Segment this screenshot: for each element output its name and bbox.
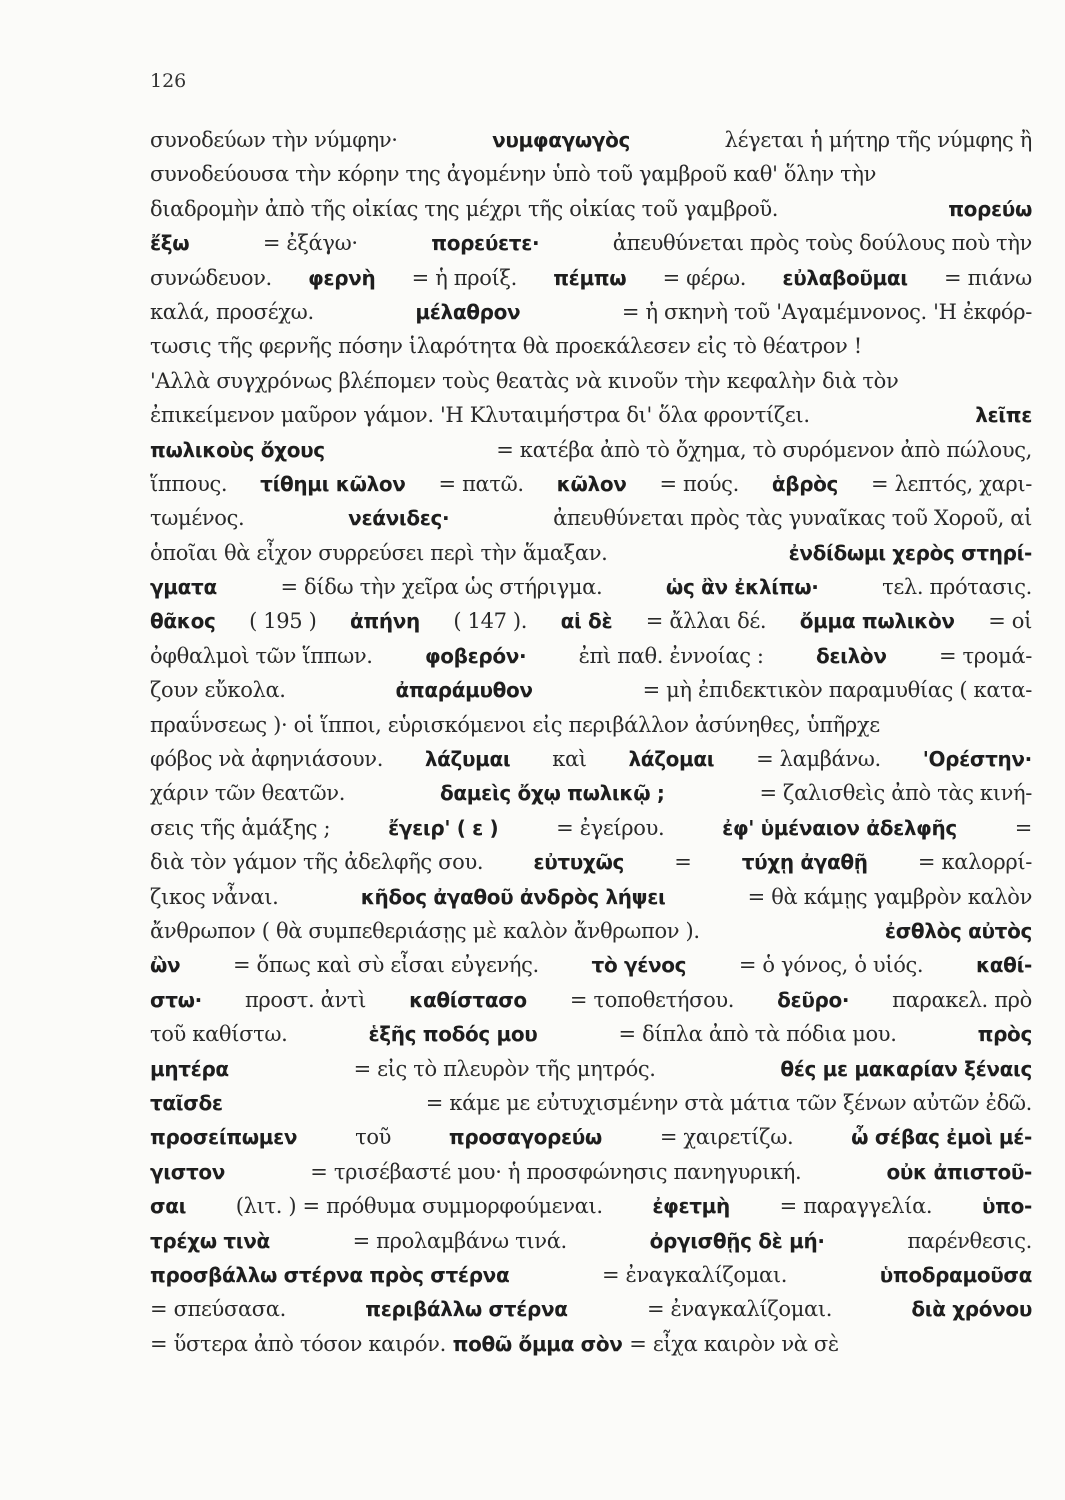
gloss-text: διὰ τὸν γάμον τῆς ἀδελφῆς σου. (150, 850, 484, 875)
lemma-term: ἁβρὸς (771, 471, 839, 496)
gloss-text: = εἰς τὸ πλευρὸν τῆς μητρός. (353, 1056, 656, 1081)
text-line (150, 300, 1032, 334)
lemma-term: προσείπωμεν (150, 1125, 298, 1150)
text-line (150, 609, 1032, 643)
lemma-term: προσαγορεύω (448, 1125, 602, 1150)
gloss-text: τοῦ (355, 1125, 392, 1150)
text-line (150, 575, 1032, 609)
gloss-text: = τρομά- (938, 643, 1032, 668)
lemma-term: πορεύετε· (431, 231, 540, 256)
lemma-term: φερνὴ (308, 265, 376, 290)
gloss-text: (λιτ. ) = πρόθυμα συμμορφούμεναι. (235, 1194, 603, 1219)
gloss-text: = παραγγελία. (779, 1194, 933, 1219)
lemma-term: ταῖσδε (150, 1090, 223, 1115)
lemma-term: προσβάλλω στέρνα πρὸς στέρνα (150, 1262, 510, 1287)
gloss-text: = πατῶ. (438, 471, 524, 496)
gloss-text: τωμένος. (150, 506, 245, 531)
lemma-term: ὑπο- (981, 1194, 1032, 1219)
gloss-text: = σπεύσασα. (150, 1297, 286, 1322)
gloss-text: ἀπευθύνεται πρὸς τὰς γυναῖκας τοῦ Χοροῦ, αἱ (553, 506, 1032, 531)
gloss-text: ἐπὶ παθ. ἐννοίας : (578, 643, 764, 668)
text-line (150, 919, 1032, 953)
lemma-term: δαμεὶς ὄχῳ πωλικῷ ; (440, 781, 665, 806)
lemma-term: τύχῃ ἀγαθῇ (741, 850, 868, 875)
text-line (150, 1022, 1032, 1056)
lemma-term: μέλαθρον (415, 299, 521, 324)
page-number: 126 (150, 70, 187, 92)
gloss-text: = ζαλισθεὶς ἀπὸ τὰς κινή- (759, 781, 1032, 806)
gloss-text: = θὰ κάμῃς γαμβρὸν καλὸν (747, 884, 1032, 909)
text-line (150, 541, 1032, 575)
lemma-term: στω· (150, 987, 202, 1012)
gloss-text: ζικος νἆναι. (150, 884, 279, 909)
lemma-term: καθίστασο (409, 987, 527, 1012)
text-line (150, 850, 1032, 884)
text-line (150, 162, 1032, 196)
text-line (150, 334, 1032, 368)
lemma-term: νεάνιδες· (348, 506, 450, 531)
gloss-text: = μὴ ἐπιδεκτικὸν παραμυθίας ( κατα- (642, 678, 1032, 703)
lemma-term: ποθῶ ὄμμα σὸν (452, 1331, 623, 1356)
gloss-text: ὀφθαλμοὶ τῶν ἵππων. (150, 643, 373, 668)
gloss-text: ζουν εὔκολα. (150, 678, 286, 703)
text-line (150, 506, 1032, 540)
lemma-term: περιβάλλω στέρνα (365, 1297, 568, 1322)
gloss-text: = φέρω. (662, 265, 747, 290)
lemma-term: λάζυμαι (424, 747, 511, 772)
gloss-text: συνώδευον. (150, 265, 272, 290)
lemma-term: τρέχω τινὰ (150, 1228, 270, 1253)
text-line (150, 1160, 1032, 1194)
lemma-term: σαι (150, 1194, 187, 1219)
lemma-term: κῆδος ἀγαθοῦ ἀνδρὸς λήψει (360, 884, 666, 909)
gloss-text: = δίπλα ἀπὸ τὰ πόδια μου. (618, 1022, 897, 1047)
text-line (150, 781, 1032, 815)
text-line (150, 1297, 1032, 1331)
gloss-text: ἵππους. (150, 471, 228, 496)
lemma-term: ἀπήνη (349, 609, 420, 634)
lemma-term: φοβερόν· (424, 643, 527, 668)
gloss-text: = ἄλλαι δέ. (645, 609, 767, 634)
lemma-term: ἀπαράμυθον (395, 678, 533, 703)
lemma-term: ὄμμα πωλικὸν (799, 609, 955, 634)
text-line (150, 266, 1032, 300)
text-line (150, 369, 1032, 403)
gloss-text: = κατέβα ἀπὸ τὸ ὄχημα, τὸ συρόμενον ἀπὸ πώλους, (496, 437, 1032, 462)
gloss-text: ἀπευθύνεται πρὸς τοὺς δούλους ποὺ τὴν (612, 231, 1032, 256)
lemma-term: δεῦρο· (777, 987, 850, 1012)
gloss-text: = χαιρετίζω. (659, 1125, 794, 1150)
gloss-text: σεις τῆς ἁμάξης ; (150, 815, 331, 840)
lemma-term: ἔγειρ' ( ε ) (388, 815, 499, 840)
lemma-term: ἐσθλὸς αὐτὸς (884, 918, 1032, 943)
lemma-term: λεῖπε (975, 403, 1032, 428)
lemma-term: ὢν (150, 953, 181, 978)
lemma-term: ἑξῆς ποδός μου (368, 1022, 538, 1047)
gloss-text: ( 195 ) (249, 609, 317, 634)
text-line (150, 953, 1032, 987)
lemma-term: ὀργισθῇς δὲ μή· (649, 1228, 825, 1253)
lemma-term: νυμφαγωγὸς (492, 128, 631, 152)
lemma-term: ὑποδραμοῦσα (879, 1262, 1032, 1287)
gloss-text: = λαμβάνω. (756, 747, 881, 772)
lemma-term: μητέρα (150, 1056, 229, 1081)
lemma-term: πορεύω (948, 196, 1032, 221)
gloss-text: παρακελ. πρὸ (892, 987, 1032, 1012)
lemma-term: τίθημι κῶλον (260, 471, 406, 496)
lemma-term: θᾶκος (150, 609, 216, 634)
gloss-text: καὶ (552, 747, 587, 772)
lemma-term: καθί- (975, 953, 1032, 978)
gloss-text: = τρισέβαστέ μου· ἡ προσφώνησις πανηγυρική. (310, 1159, 802, 1184)
lemma-term: εὐτυχῶς (533, 850, 625, 875)
gloss-text: τελ. πρότασις. (882, 575, 1032, 600)
lemma-term: οὐκ ἀπιστοῦ- (886, 1159, 1032, 1184)
lemma-term: διὰ χρόνου (911, 1297, 1032, 1322)
text-line (150, 438, 1032, 472)
lemma-term: πρὸς (977, 1022, 1032, 1047)
text-line (150, 197, 1032, 231)
gloss-text: = ὅπως καὶ σὺ εἶσαι εὐγενής. (232, 953, 539, 978)
gloss-text: = ὕστερα ἀπὸ τόσον καιρόν. (150, 1331, 446, 1356)
text-line (150, 644, 1032, 678)
lemma-term: κῶλον (556, 471, 627, 496)
gloss-text: συνοδεύουσα τὴν κόρην της ἀγομένην ὑπὸ τοῦ γαμβροῦ καθ' ὅλην τὴν (150, 162, 876, 187)
gloss-text: διαδρομὴν ἀπὸ τῆς οἰκίας της μέχρι τῆς οἰκίας τοῦ γαμβροῦ. (150, 196, 779, 221)
lemma-term: ἐφετμὴ (652, 1194, 730, 1219)
text-line (150, 1057, 1032, 1091)
gloss-text: φόβος νὰ ἀφηνιάσουν. (150, 747, 384, 772)
gloss-text: = ὁ γόνος, ὁ υἱός. (738, 953, 924, 978)
gloss-text: = πιάνω (944, 265, 1032, 290)
lemma-term: πωλικοὺς ὄχους (150, 437, 325, 462)
text-line (150, 678, 1032, 712)
gloss-text: = προλαμβάνω τινά. (352, 1228, 567, 1253)
text-line (150, 403, 1032, 437)
gloss-text: τοῦ καθίστω. (150, 1022, 288, 1047)
gloss-text: πραΰνσεως )· οἱ ἵπποι, εὑρισκόμενοι εἰς περιβάλλον ἀσύνηθες, ὑπῆρχε (150, 712, 880, 737)
gloss-text: = ἐγείρου. (556, 815, 665, 840)
text-line (150, 747, 1032, 781)
gloss-text: ἐπικείμενον μαῦρον γάμον. 'Η Κλυταιμήστρα δι' ὅλα φροντίζει. (150, 403, 810, 428)
gloss-text: = κάμε με εὐτυχισμένην στὰ μάτια τῶν ξένων αὐτῶν ἐδῶ. (425, 1090, 1032, 1115)
text-line (150, 816, 1032, 850)
gloss-text: παρένθεσις. (907, 1228, 1032, 1253)
gloss-text: = οἱ (988, 609, 1032, 634)
text-line (150, 1194, 1032, 1228)
lemma-term: ὡς ἂν ἐκλίπω· (665, 575, 819, 600)
text-line (150, 128, 1032, 162)
gloss-text: = ἐναγκαλίζομαι. (601, 1262, 788, 1287)
lemma-term: ἔξω (150, 231, 190, 256)
gloss-text: = καλορρί- (917, 850, 1032, 875)
gloss-text: χάριν τῶν θεατῶν. (150, 781, 346, 806)
gloss-text: = λεπτός, χαρι- (871, 471, 1032, 496)
gloss-text: καλά, προσέχω. (150, 299, 314, 324)
text-line (150, 713, 1032, 747)
lemma-term: γματα (150, 575, 217, 600)
gloss-text: τωσις τῆς φερνῆς πόσην ἱλαρότητα θὰ προεκάλεσεν εἰς τὸ θέατρον ! (150, 334, 862, 359)
lemma-term: ἐφ' ὑμέναιον ἀδελφῆς (722, 815, 957, 840)
lemma-term: πέμπω (553, 265, 627, 290)
gloss-text: = πούς. (659, 471, 739, 496)
gloss-text: 'Αλλὰ συγχρόνως βλέπομεν τοὺς θεατὰς νὰ κινοῦν τὴν κεφαλὴν διὰ τὸν (150, 368, 899, 393)
lemma-term: θές με μακαρίαν ξέναις (780, 1056, 1032, 1081)
gloss-text: = (674, 850, 692, 875)
text-line (150, 1332, 1032, 1366)
text-line (150, 231, 1032, 265)
text-line (150, 1125, 1032, 1159)
lemma-term: αἱ δὲ (560, 609, 613, 634)
gloss-text: = τοποθετήσου. (569, 987, 735, 1012)
gloss-text: προστ. ἀντὶ (244, 987, 367, 1012)
gloss-text: = δίδω τὴν χεῖρα ὡς στήριγμα. (280, 575, 603, 600)
lemma-term: 'Ορέστην· (922, 747, 1032, 772)
gloss-text: = ἐναγκαλίζομαι. (646, 1297, 833, 1322)
text-line (150, 472, 1032, 506)
lemma-term: ὦ σέβας ἐμοὶ μέ- (851, 1125, 1032, 1150)
gloss-text: ἄνθρωπον ( θὰ συμπεθεριάσῃς μὲ καλὸν ἄνθρωπον ). (150, 918, 700, 943)
gloss-text: = ἡ προίξ. (411, 265, 517, 290)
lemma-term: γιστον (150, 1159, 226, 1184)
text-line (150, 1091, 1032, 1125)
gloss-text: = ἡ σκηνὴ τοῦ 'Αγαμέμνονος. 'Η ἐκφόρ- (621, 299, 1032, 324)
lemma-term: τὸ γένος (591, 953, 687, 978)
commentary-text (150, 128, 1032, 1366)
gloss-text: = ἐξάγω· (262, 231, 358, 256)
text-line (150, 988, 1032, 1022)
gloss-text: ὁποῖαι θὰ εἶχον συρρεύσει περὶ τὴν ἅμαξαν. (150, 540, 608, 565)
gloss-text: = (1014, 815, 1032, 840)
text-line (150, 885, 1032, 919)
gloss-text: συνοδεύων τὴν νύμφην· (150, 128, 398, 152)
gloss-text: = εἶχα καιρὸν νὰ σὲ (629, 1331, 839, 1356)
gloss-text: λέγεται ἡ μήτηρ τῆς νύμφης ἢ (724, 128, 1032, 152)
gloss-text: ( 147 ). (453, 609, 528, 634)
text-line (150, 1229, 1032, 1263)
lemma-term: δειλὸν (816, 643, 887, 668)
text-line (150, 1263, 1032, 1297)
lemma-term: ἐνδίδωμι χερὸς στηρί- (788, 540, 1032, 565)
lemma-term: λάζομαι (628, 747, 715, 772)
lemma-term: εὐλαβοῦμαι (782, 265, 908, 290)
